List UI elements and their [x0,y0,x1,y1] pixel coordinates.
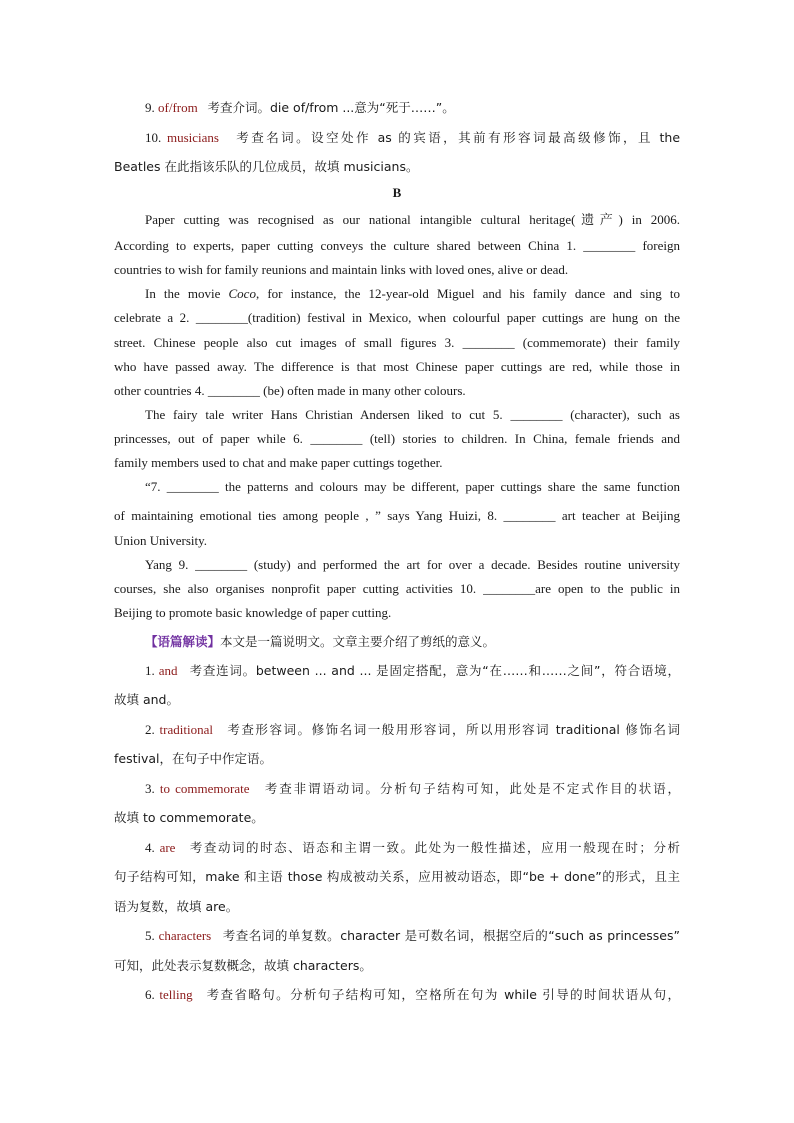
item-number: 3. [145,781,155,796]
explanation-text: 考查形容词。修饰名词一般用形容词，所以用形容词 traditional 修饰名词 [227,722,681,737]
explanation-text: 故填 to commemorate。 [114,810,264,825]
passage-line: celebrate a 2. ________(tradition) festival in Mexico, when colourful paper cuttings are hung on the [114,310,680,325]
analysis-text: 本文是一篇说明文。文章主要介绍了剪纸的意义。 [220,634,496,649]
answer-word: traditional [159,722,213,737]
explanation-text: 考查连词。between ... and ... 是固定搭配，意为“在……和……之间”，符合语境， [189,663,681,678]
explanation-text: 故填 and。 [114,692,179,707]
passage-line: The fairy tale writer Hans Christian Andersen liked to cut 5. ________ (character), such as [145,407,680,422]
explanation-text: 句子结构可知，make 和主语 those 构成被动关系，应用被动语态，即“be + done”的形式，且主 [114,869,680,884]
answer-item-4 [145,839,680,857]
answer-word: telling [159,987,193,1002]
item-number: 1. [145,663,155,678]
explanation-text: 考查介词。die of/from ...意为“死于……”。 [207,100,455,115]
passage-line: courses, she also organises nonprofit paper cutting activities 10. ________are open to the public in [114,581,680,596]
item-number: 5. [145,928,155,943]
passage-line: countries to wish for family reunions and maintain links with loved ones, alive or dead. [114,262,569,277]
answer-word: characters [158,928,212,943]
passage-line: Beijing to promote basic knowledge of paper cutting. [114,605,392,620]
answer-item-9 [145,99,455,117]
explanation-text: 考查名词。设空处作 as 的宾语，其前有形容词最高级修饰，且 the [236,130,681,145]
item-number: 4. [145,840,155,855]
passage-line: who have passed away. The difference is that most Chinese paper cuttings are red, while those in [114,359,680,374]
explanation-text: 考查名词的单复数。character 是可数名词，根据空后的“such as princesses” [222,928,680,943]
answer-word: are [159,840,176,855]
explanation-text: 考查省略句。分析句子结构可知，空格所在句为 while 引导的时间状语从句， [206,987,681,1002]
passage-line: “7. ________ the patterns and colours may be different, paper cuttings share the same function [145,479,680,494]
passage-line: According to experts, paper cutting conveys the culture shared between China 1. ________ foreign [114,238,680,253]
item-number: 10. [145,130,162,145]
answer-item-6 [145,986,680,1004]
explanation-text: Beatles 在此指该乐队的几位成员，故填 musicians。 [114,159,419,174]
explanation-text: 可知，此处表示复数概念，故填 characters。 [114,958,372,973]
passage-line: princesses, out of paper while 6. ________ (tell) stories to children. In China, female friends and [114,431,680,446]
passage-line: Union University. [114,533,208,548]
answer-word: to commemorate [159,781,250,796]
answer-item-10 [145,129,680,147]
passage-analysis [145,633,495,651]
item-number: 9. [145,100,155,115]
movie-title: Coco [228,286,256,301]
passage-line: family members used to chat and make paper cuttings together. [114,455,443,470]
passage-line: other countries 4. ________ (be) often made in many other colours. [114,383,466,398]
answer-item-5 [145,927,680,945]
answer-word: musicians [167,130,219,145]
item-number: 6. [145,987,155,1002]
answer-item-3 [145,780,680,798]
answer-item-2 [145,721,680,739]
passage-line: of maintaining emotional ties among people , ” says Yang Huizi, 8. ________ art teacher at Beijing [114,508,680,523]
explanation-text: 考查动词的时态、语态和主谓一致。此处为一般性描述，应用一般现在时；分析 [189,840,681,855]
explanation-text: 考查非谓语动词。分析句子结构可知，此处是不定式作目的状语， [264,781,681,796]
passage-line: Yang 9. ________ (study) and performed the art for over a decade. Besides routine university [145,557,680,572]
item-number: 2. [145,722,155,737]
analysis-label: 【语篇解读】 [145,634,221,649]
answer-item-1 [145,662,680,680]
passage-line: Paper cutting was recognised as our national intangible cultural heritage(遗产) in 2006. [145,212,680,227]
explanation-text: festival，在句子中作定语。 [114,751,273,766]
explanation-text: 语为复数，故填 are。 [114,899,239,914]
answer-word: and [158,663,178,678]
section-title: B [392,185,402,200]
passage-line: In the movie Coco, for instance, the 12-year-old Miguel and his family dance and sing to [145,286,680,301]
answer-word: of/from [158,100,198,115]
passage-line: street. Chinese people also cut images of small figures 3. ________ (commemorate) their family [114,335,680,350]
